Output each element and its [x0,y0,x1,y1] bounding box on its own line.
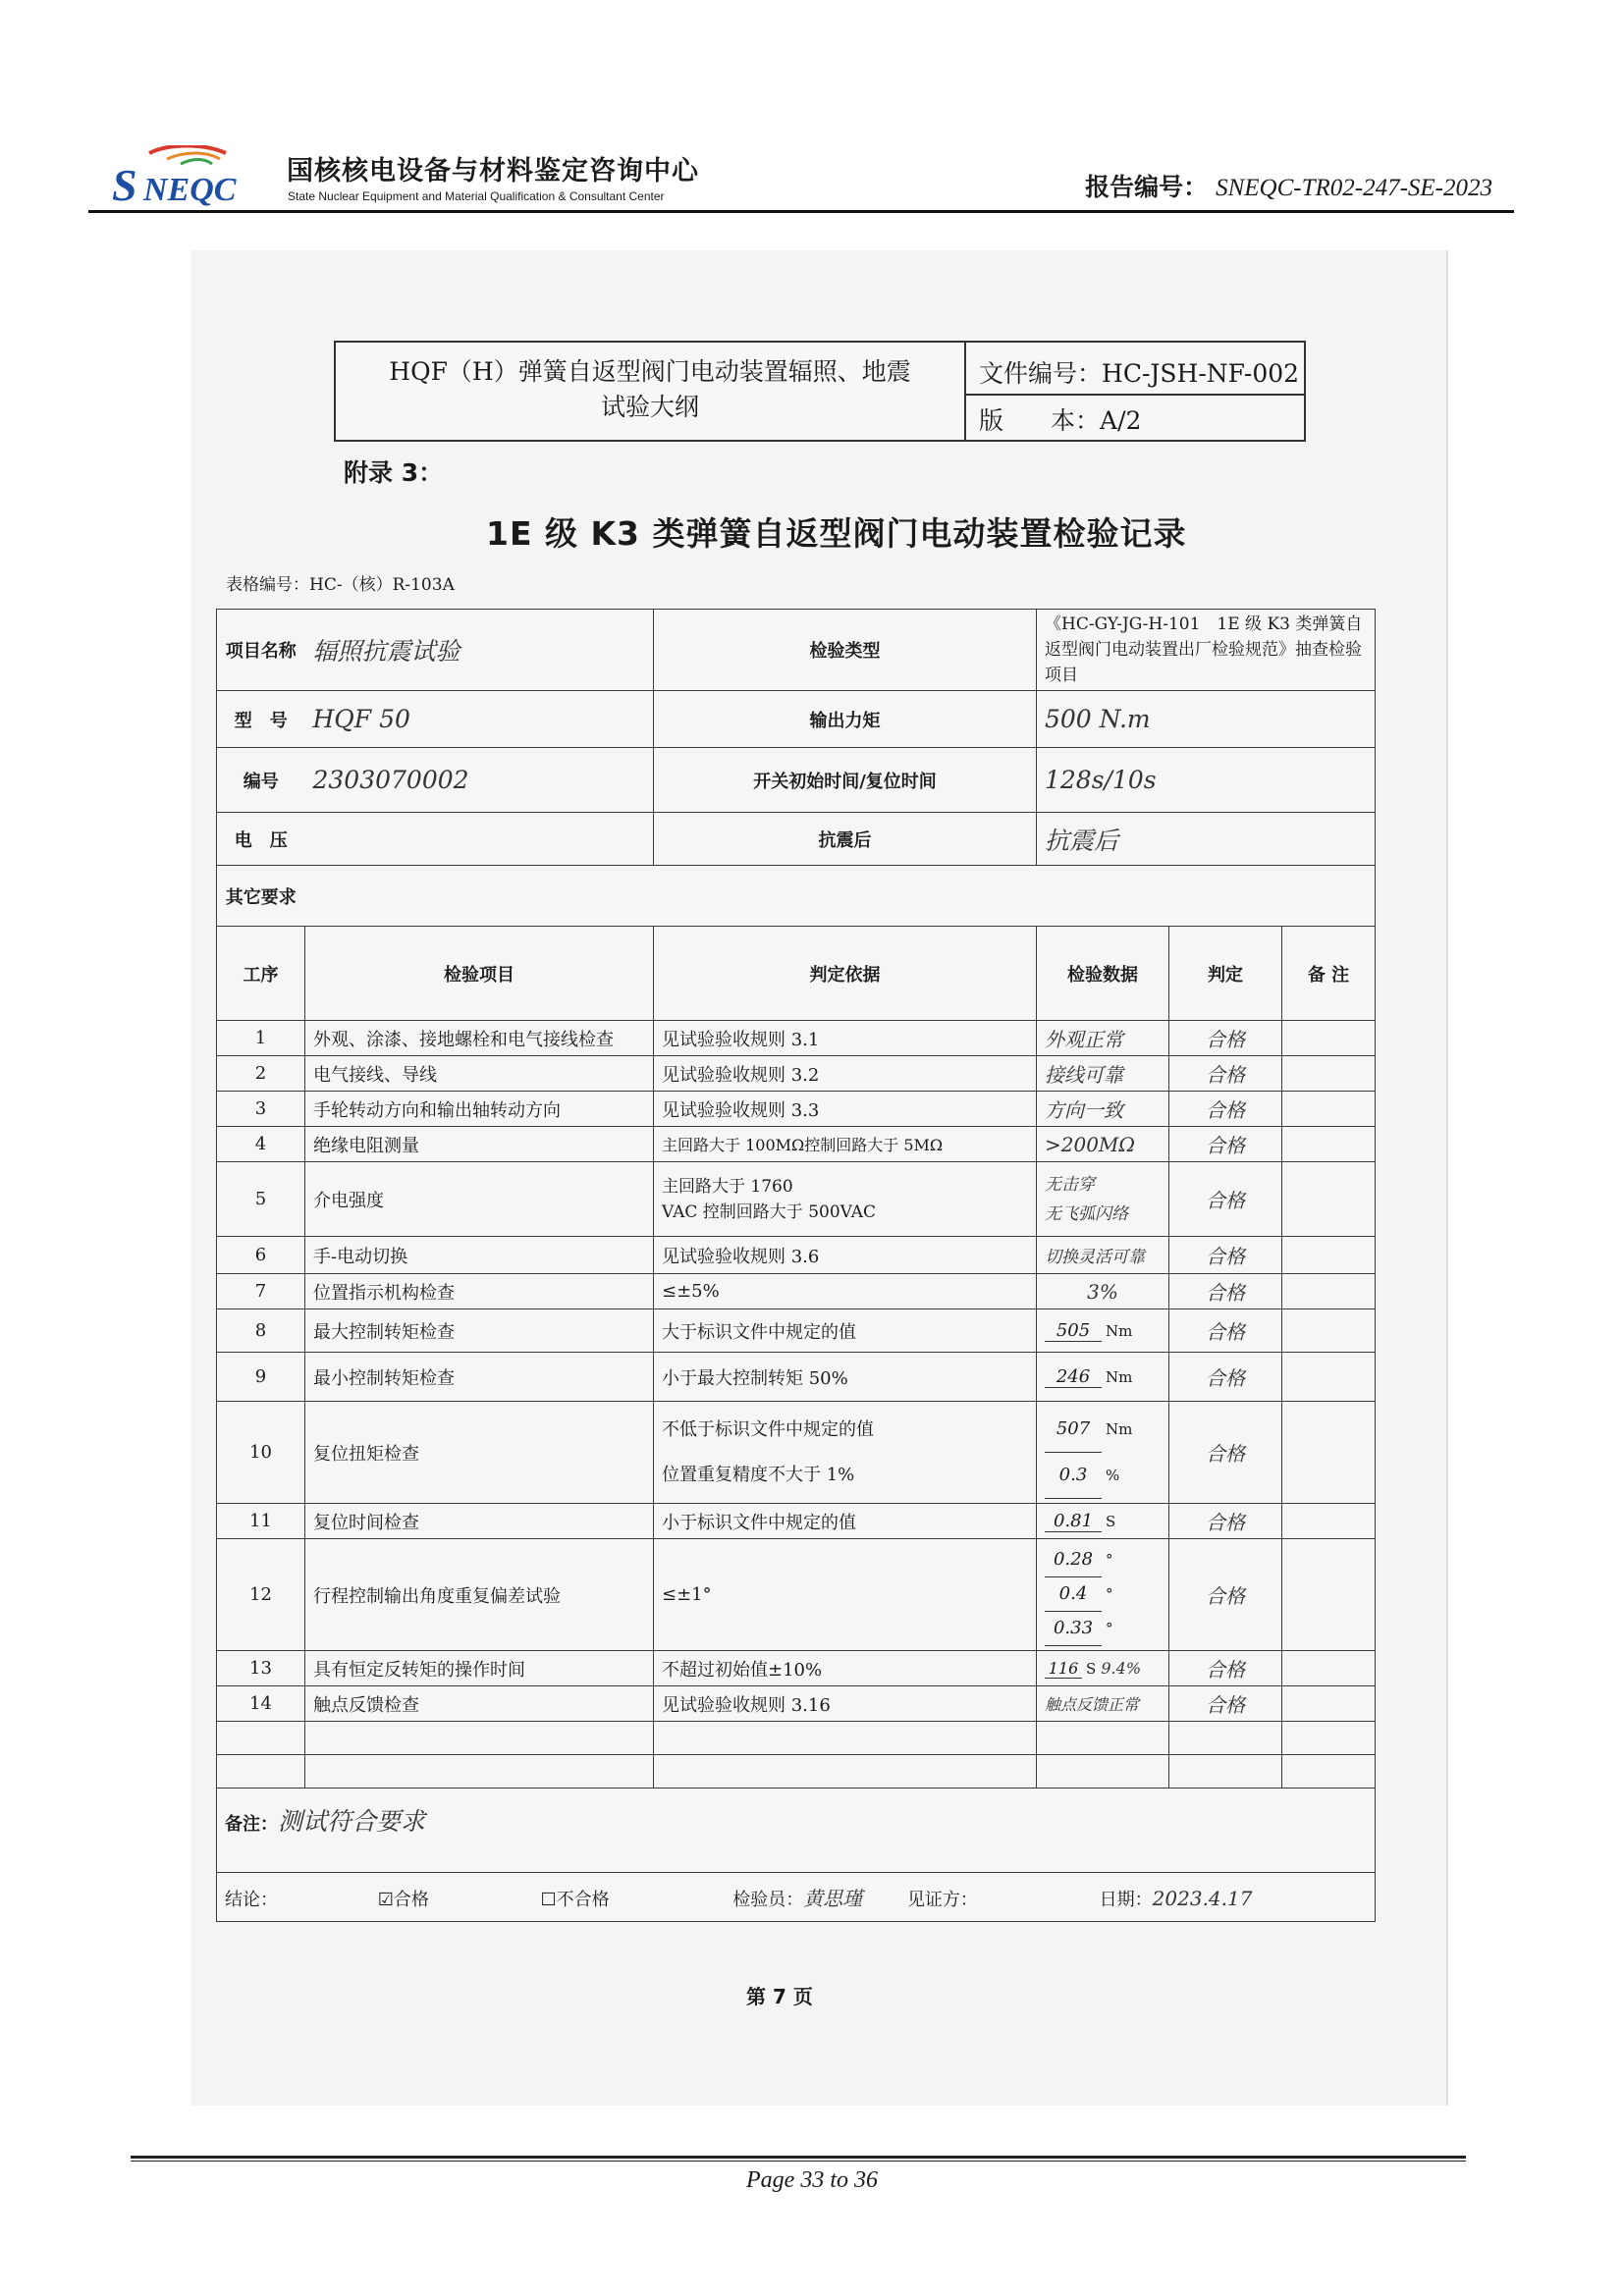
row-item: 手-电动切换 [305,1237,654,1274]
row-judge: 合格 [1169,1056,1282,1092]
file-number-value: HC-JSH-NF-002 [1102,359,1300,388]
row-no: 14 [217,1686,305,1722]
row-data-line2 [1045,1453,1161,1499]
col-data: 检验数据 [1037,927,1169,1021]
row-data [1037,1539,1169,1651]
form-title: 1E 级 K3 类弹簧自返型阀门电动装置检验记录 [486,514,1187,553]
row-data-line2 [1045,1577,1161,1612]
svg-text:NEQC: NEQC [143,172,237,206]
row-no: 3 [217,1092,305,1127]
doc-head-divider [964,343,966,440]
row-data-line1 [1045,1543,1161,1577]
doc-head-hdivider [966,394,1306,396]
table-row [217,1237,1376,1274]
conclusion-pass: ☑合格 [377,1890,429,1910]
row-no: 1 [217,1021,305,1056]
row-data-line3 [1045,1612,1161,1646]
table-row [217,1402,1376,1504]
row-remark [1282,1686,1376,1722]
report-number-value: SNEQC-TR02-247-SE-2023 [1216,175,1492,201]
row-data-unit: ° [1106,1585,1113,1603]
col-judge: 判定 [1169,927,1282,1021]
model-value: HQF 50 [305,691,654,748]
row-data [1037,1309,1169,1353]
row-basis [654,1402,1037,1504]
row-judge: 合格 [1169,1686,1282,1722]
report-number-label: 报告编号： [1085,173,1209,201]
row-basis [654,1162,1037,1237]
inspect-type-label [654,610,1037,691]
col-step: 工序 [217,927,305,1021]
row-remark [1282,1274,1376,1309]
row-remark [1282,1092,1376,1127]
row-basis: 见试验验收规则 3.1 [654,1021,1037,1056]
serial-label: 编号 [217,748,305,813]
inner-page-number: 第 7 页 [746,1985,813,2008]
document-title-line2: 试验大纲 [600,393,699,421]
row-basis-line2: 位置重复精度不大于 1% [662,1464,855,1485]
witness-label: 见证方： [906,1890,978,1910]
date-value: 2023.4.17 [1152,1887,1253,1910]
row-basis: ≤±1° [654,1539,1037,1651]
row-data-unit: S [1106,1512,1116,1530]
project-value: 辐照抗震试验 [305,610,654,691]
remarks-label: 备注： [225,1814,278,1835]
row-item: 介电强度 [305,1162,654,1237]
row-no: 11 [217,1504,305,1539]
inspector-name: 黄思瑾 [803,1887,863,1910]
table-row [217,1162,1376,1237]
row-data-value: 0.33 [1045,1612,1102,1646]
row-item: 位置指示机构检查 [305,1274,654,1309]
row-judge: 合格 [1169,1127,1282,1162]
row-no: 8 [217,1309,305,1353]
info-row [217,748,1376,813]
row-data: 方向一致 [1037,1092,1169,1127]
row-item: 最小控制转矩检查 [305,1353,654,1402]
row-data [1037,1651,1169,1686]
footer-divider [131,2156,1466,2159]
row-remark [1282,1021,1376,1056]
row-basis: 见试验验收规则 3.2 [654,1056,1037,1092]
svg-text:S: S [112,160,137,206]
row-remark [1282,1651,1376,1686]
table-row [217,1092,1376,1127]
appendix-label: 附录 3： [344,458,444,487]
conclusion-label: 结论： [225,1890,278,1910]
row-data-value: 0.4 [1045,1577,1102,1612]
file-number [979,354,1299,390]
row-item: 复位扭矩检查 [305,1402,654,1504]
conclusion-fail: ☐不合格 [540,1890,610,1910]
row-data-value: 507 [1045,1407,1102,1453]
table-row-empty [217,1722,1376,1755]
torque-value: 500 N.m [1037,691,1376,748]
row-no: 6 [217,1237,305,1274]
row-data-value: 0.28 [1045,1543,1102,1577]
col-item: 检验项目 [305,927,654,1021]
row-data-unit: Nm [1106,1367,1133,1386]
row-remark [1282,1402,1376,1504]
row-data-value: 116 [1045,1659,1082,1679]
row-judge: 合格 [1169,1309,1282,1353]
serial-value: 2303070002 [305,748,654,813]
row-remark [1282,1127,1376,1162]
voltage-value [305,813,654,866]
seismic-value: 抗震后 [1037,813,1376,866]
row-data-unit: ° [1106,1551,1113,1569]
table-row [217,1309,1376,1353]
row-data-line1: 无击穿 [1045,1174,1095,1195]
table-row [217,1504,1376,1539]
org-name-cn: 国核核电设备与材料鉴定咨询中心 [287,156,699,187]
row-remark [1282,1237,1376,1274]
row-data [1037,1353,1169,1402]
row-judge: 合格 [1169,1274,1282,1309]
row-judge: 合格 [1169,1237,1282,1274]
row-data-unit: S [1086,1659,1097,1678]
file-number-label: 文件编号： [979,359,1103,388]
row-basis-line2: VAC 控制回路大于 500VAC [662,1201,877,1222]
row-data: 接线可靠 [1037,1056,1169,1092]
row-judge: 合格 [1169,1092,1282,1127]
row-item: 行程控制输出角度重复偏差试验 [305,1539,654,1651]
form-number: 表格编号：HC-（核）R-103A [226,575,455,595]
document-header-box [334,341,1306,442]
column-header-row [217,927,1376,1021]
table-row [217,1274,1376,1309]
remarks-row [217,1789,1376,1873]
torque-label: 输出力矩 [654,691,1037,748]
row-basis-line1: 不低于标识文件中规定的值 [662,1418,874,1440]
version [979,401,1141,437]
row-remark [1282,1309,1376,1353]
row-item: 外观、涂漆、接地螺栓和电气接线检查 [305,1021,654,1056]
row-no: 7 [217,1274,305,1309]
row-data-value: 0.3 [1045,1453,1102,1499]
version-label-b: 本： [1051,406,1101,435]
row-item: 触点反馈检查 [305,1686,654,1722]
sneqc-logo [110,145,275,206]
table-row [217,1353,1376,1402]
remarks-cell [217,1789,1376,1873]
table-row [217,1686,1376,1722]
row-data: >200MΩ [1037,1127,1169,1162]
row-data-value: 0.81 [1045,1511,1102,1532]
date-label: 日期： [1099,1890,1153,1910]
project-label: 项目名称 [217,610,305,691]
row-basis: 见试验验收规则 3.3 [654,1092,1037,1127]
table-row [217,1127,1376,1162]
info-row [217,813,1376,866]
row-data-extra: 9.4% [1101,1658,1142,1678]
row-judge: 合格 [1169,1539,1282,1651]
row-judge: 合格 [1169,1651,1282,1686]
inspector-label: 检验员： [732,1890,804,1910]
info-row [217,866,1376,927]
other-value [305,866,1376,927]
footer-divider-thin [131,2161,1466,2162]
row-data-unit: % [1106,1466,1120,1484]
row-no: 5 [217,1162,305,1237]
document-title-line1: HQF（H）弹簧自返型阀门电动装置辐照、地震 [389,357,911,386]
voltage-label: 电 压 [217,813,305,866]
row-data [1037,1162,1169,1237]
row-remark [1282,1162,1376,1237]
document-title [336,354,964,425]
row-data-unit: ° [1106,1620,1113,1637]
report-number [1085,168,1492,203]
row-remark [1282,1539,1376,1651]
row-remark [1282,1504,1376,1539]
row-data-unit: Nm [1106,1321,1133,1340]
conclusion-row [217,1873,1376,1922]
row-data: 3% [1037,1274,1169,1309]
row-judge: 合格 [1169,1162,1282,1237]
row-basis: ≤±5% [654,1274,1037,1309]
row-data-value: 246 [1045,1366,1102,1388]
switch-time-value: 128s/10s [1037,748,1376,813]
header-divider [88,210,1514,213]
table-row-empty [217,1755,1376,1789]
row-judge: 合格 [1169,1504,1282,1539]
page-number: Page 33 to 36 [746,2167,878,2193]
remarks-value: 测试符合要求 [278,1807,426,1836]
org-name-en: State Nuclear Equipment and Material Qualification & Consultant Center [288,189,665,203]
row-data-unit: Nm [1106,1419,1133,1438]
seismic-label: 抗震后 [654,813,1037,866]
row-no: 2 [217,1056,305,1092]
row-no: 10 [217,1402,305,1504]
row-data [1037,1504,1169,1539]
row-basis: 小于标识文件中规定的值 [654,1504,1037,1539]
row-judge: 合格 [1169,1402,1282,1504]
row-no: 4 [217,1127,305,1162]
row-data-line2: 无飞弧闪络 [1045,1203,1128,1224]
table-row [217,1021,1376,1056]
row-item: 手轮转动方向和输出轴转动方向 [305,1092,654,1127]
row-basis: 不超过初始值±10% [654,1651,1037,1686]
row-item: 具有恒定反转矩的操作时间 [305,1651,654,1686]
row-basis: 大于标识文件中规定的值 [654,1309,1037,1353]
info-row [217,610,1376,691]
row-judge: 合格 [1169,1353,1282,1402]
conclusion-cell [217,1873,1376,1922]
row-item: 复位时间检查 [305,1504,654,1539]
row-basis: 主回路大于 100MΩ控制回路大于 5MΩ [654,1127,1037,1162]
table-row [217,1056,1376,1092]
row-item: 电气接线、导线 [305,1056,654,1092]
inspection-record-table [216,609,1376,1922]
row-data-line1 [1045,1407,1161,1453]
row-basis: 见试验验收规则 3.6 [654,1237,1037,1274]
version-value: A/2 [1100,406,1142,435]
row-no: 13 [217,1651,305,1686]
row-item: 绝缘电阻测量 [305,1127,654,1162]
info-row [217,691,1376,748]
table-row [217,1539,1376,1651]
col-remark: 备 注 [1282,927,1376,1021]
table-row [217,1651,1376,1686]
switch-time-label: 开关初始时间/复位时间 [654,748,1037,813]
row-data: 外观正常 [1037,1021,1169,1056]
row-basis: 小于最大控制转矩 50% [654,1353,1037,1402]
row-basis: 见试验验收规则 3.16 [654,1686,1037,1722]
col-basis: 判定依据 [654,927,1037,1021]
row-data [1037,1402,1169,1504]
row-data-value: 505 [1045,1320,1102,1342]
row-judge: 合格 [1169,1021,1282,1056]
model-label: 型 号 [217,691,305,748]
inspect-type-value: 《HC-GY-JG-H-101 1E 级 K3 类弹簧自返型阀门电动装置出厂检验规范》抽查检验项目 [1037,610,1376,691]
row-data: 切换灵活可靠 [1037,1237,1169,1274]
row-data: 触点反馈正常 [1037,1686,1169,1722]
row-no: 9 [217,1353,305,1402]
row-item: 最大控制转矩检查 [305,1309,654,1353]
row-remark [1282,1056,1376,1092]
other-label: 其它要求 [217,866,305,927]
inspect-type-label-text: 检验类型 [809,641,881,662]
version-label-a: 版 [979,406,1004,435]
row-basis-line1: 主回路大于 1760 [662,1176,793,1197]
row-remark [1282,1353,1376,1402]
row-no: 12 [217,1539,305,1651]
